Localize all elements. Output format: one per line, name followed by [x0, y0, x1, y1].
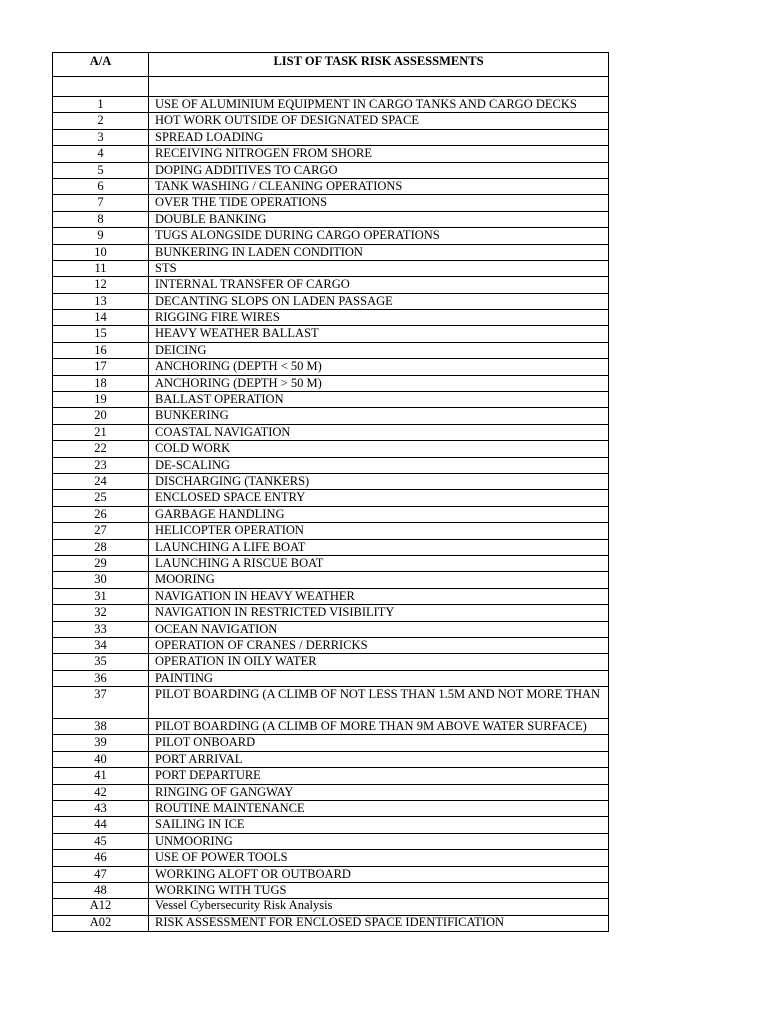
task-name: TUGS ALONGSIDE DURING CARGO OPERATIONS [149, 228, 609, 244]
row-number: 42 [53, 784, 149, 800]
task-name: BUNKERING IN LADEN CONDITION [149, 244, 609, 260]
blank-cell [149, 77, 609, 97]
task-name: RISK ASSESSMENT FOR ENCLOSED SPACE IDENTIFICATION [149, 915, 609, 931]
table-row [53, 244, 609, 260]
column-header-number: A/A [53, 53, 149, 77]
row-number: 40 [53, 751, 149, 767]
row-number: 19 [53, 392, 149, 408]
task-name: HEAVY WEATHER BALLAST [149, 326, 609, 342]
row-number: 35 [53, 654, 149, 670]
task-name: GARBAGE HANDLING [149, 506, 609, 522]
table-row [53, 899, 609, 915]
row-number: 25 [53, 490, 149, 506]
task-name: ROUTINE MAINTENANCE [149, 801, 609, 817]
task-name: MOORING [149, 572, 609, 588]
task-name: PILOT BOARDING (A CLIMB OF MORE THAN 9M ABOVE WATER SURFACE) [149, 719, 609, 735]
row-number: 41 [53, 768, 149, 784]
table-row [53, 588, 609, 604]
row-number: 39 [53, 735, 149, 751]
task-name: ANCHORING (DEPTH < 50 M) [149, 359, 609, 375]
table-row [53, 882, 609, 898]
table-row [53, 359, 609, 375]
task-name: OCEAN NAVIGATION [149, 621, 609, 637]
row-number: 45 [53, 833, 149, 849]
table-row [53, 457, 609, 473]
task-name: NAVIGATION IN HEAVY WEATHER [149, 588, 609, 604]
task-name: SAILING IN ICE [149, 817, 609, 833]
task-name: LAUNCHING A LIFE BOAT [149, 539, 609, 555]
row-number: 26 [53, 506, 149, 522]
table-row [53, 441, 609, 457]
row-number: 2 [53, 113, 149, 129]
table-row [53, 473, 609, 489]
table-row [53, 408, 609, 424]
table-row [53, 850, 609, 866]
row-number: 8 [53, 211, 149, 227]
table-row [53, 342, 609, 358]
task-name: RECEIVING NITROGEN FROM SHORE [149, 146, 609, 162]
table-row [53, 801, 609, 817]
table-row [53, 195, 609, 211]
task-name: LAUNCHING A RISCUE BOAT [149, 555, 609, 571]
row-number: 16 [53, 342, 149, 358]
row-number: 18 [53, 375, 149, 391]
row-number: 12 [53, 277, 149, 293]
task-name: RINGING OF GANGWAY [149, 784, 609, 800]
table-row [53, 915, 609, 931]
row-number: A02 [53, 915, 149, 931]
table-row [53, 392, 609, 408]
row-number: 23 [53, 457, 149, 473]
task-name: OPERATION OF CRANES / DERRICKS [149, 637, 609, 653]
table-row [53, 719, 609, 735]
task-name: STS [149, 260, 609, 276]
task-name: DOUBLE BANKING [149, 211, 609, 227]
row-number: 32 [53, 605, 149, 621]
task-name: OVER THE TIDE OPERATIONS [149, 195, 609, 211]
row-number: 34 [53, 637, 149, 653]
row-number: 5 [53, 162, 149, 178]
task-name: NAVIGATION IN RESTRICTED VISIBILITY [149, 605, 609, 621]
row-number: 37 [53, 687, 149, 719]
task-risk-assessment-table [52, 52, 609, 932]
table-row [53, 784, 609, 800]
task-name: PILOT BOARDING (A CLIMB OF NOT LESS THAN 1.5M AND NOT MORE THAN [149, 687, 609, 719]
task-name: DECANTING SLOPS ON LADEN PASSAGE [149, 293, 609, 309]
task-name: PAINTING [149, 670, 609, 686]
table-row [53, 277, 609, 293]
table-row [53, 129, 609, 145]
row-number: 22 [53, 441, 149, 457]
row-number: 27 [53, 523, 149, 539]
table-row [53, 293, 609, 309]
task-name: HELICOPTER OPERATION [149, 523, 609, 539]
row-number: 10 [53, 244, 149, 260]
task-name: UNMOORING [149, 833, 609, 849]
row-number: 36 [53, 670, 149, 686]
task-name: BALLAST OPERATION [149, 392, 609, 408]
task-name: TANK WASHING / CLEANING OPERATIONS [149, 178, 609, 194]
row-number: 29 [53, 555, 149, 571]
row-number: 20 [53, 408, 149, 424]
table-row [53, 768, 609, 784]
blank-cell [53, 77, 149, 97]
task-name: PILOT ONBOARD [149, 735, 609, 751]
table-row [53, 424, 609, 440]
task-name: SPREAD LOADING [149, 129, 609, 145]
table-row [53, 375, 609, 391]
table-row [53, 113, 609, 129]
row-number: 33 [53, 621, 149, 637]
table-row [53, 866, 609, 882]
table-row [53, 97, 609, 113]
task-name: BUNKERING [149, 408, 609, 424]
row-number: 6 [53, 178, 149, 194]
task-name: DISCHARGING (TANKERS) [149, 473, 609, 489]
row-number: 4 [53, 146, 149, 162]
row-number: 15 [53, 326, 149, 342]
task-name: WORKING WITH TUGS [149, 882, 609, 898]
table-row [53, 211, 609, 227]
table-row [53, 490, 609, 506]
table-row [53, 228, 609, 244]
row-number: 1 [53, 97, 149, 113]
table-row [53, 178, 609, 194]
row-number: 11 [53, 260, 149, 276]
row-number: 24 [53, 473, 149, 489]
row-number: 38 [53, 719, 149, 735]
table-row [53, 260, 609, 276]
table-row [53, 654, 609, 670]
row-number: A12 [53, 899, 149, 915]
task-name: Vessel Cybersecurity Risk Analysis [149, 899, 609, 915]
table-row [53, 637, 609, 653]
table-row [53, 146, 609, 162]
row-number: 3 [53, 129, 149, 145]
task-name: USE OF POWER TOOLS [149, 850, 609, 866]
table-row [53, 687, 609, 719]
task-name: PORT DEPARTURE [149, 768, 609, 784]
task-name: USE OF ALUMINIUM EQUIPMENT IN CARGO TANKS AND CARGO DECKS [149, 97, 609, 113]
column-header-title: LIST OF TASK RISK ASSESSMENTS [149, 53, 609, 77]
row-number: 9 [53, 228, 149, 244]
table-row [53, 310, 609, 326]
task-name: ANCHORING (DEPTH > 50 M) [149, 375, 609, 391]
table-row [53, 523, 609, 539]
row-number: 46 [53, 850, 149, 866]
table-row [53, 539, 609, 555]
task-name: PORT ARRIVAL [149, 751, 609, 767]
table-header-row [53, 53, 609, 77]
table-row [53, 670, 609, 686]
row-number: 48 [53, 882, 149, 898]
table-row [53, 735, 609, 751]
table-row [53, 572, 609, 588]
row-number: 31 [53, 588, 149, 604]
row-number: 17 [53, 359, 149, 375]
task-name: DE-SCALING [149, 457, 609, 473]
task-name: COASTAL NAVIGATION [149, 424, 609, 440]
row-number: 44 [53, 817, 149, 833]
table-row [53, 555, 609, 571]
row-number: 7 [53, 195, 149, 211]
row-number: 43 [53, 801, 149, 817]
table-row [53, 751, 609, 767]
task-name: ENCLOSED SPACE ENTRY [149, 490, 609, 506]
row-number: 28 [53, 539, 149, 555]
task-name: RIGGING FIRE WIRES [149, 310, 609, 326]
task-name: INTERNAL TRANSFER OF CARGO [149, 277, 609, 293]
task-name: OPERATION IN OILY WATER [149, 654, 609, 670]
table-row [53, 605, 609, 621]
task-name: DEICING [149, 342, 609, 358]
table-body [53, 77, 609, 932]
table-row [53, 621, 609, 637]
table-row [53, 162, 609, 178]
row-number: 47 [53, 866, 149, 882]
row-number: 14 [53, 310, 149, 326]
task-name: WORKING ALOFT OR OUTBOARD [149, 866, 609, 882]
table-row [53, 833, 609, 849]
row-number: 21 [53, 424, 149, 440]
task-name: HOT WORK OUTSIDE OF DESIGNATED SPACE [149, 113, 609, 129]
table-row [53, 326, 609, 342]
task-name: DOPING ADDITIVES TO CARGO [149, 162, 609, 178]
task-name: COLD WORK [149, 441, 609, 457]
blank-row [53, 77, 609, 97]
row-number: 13 [53, 293, 149, 309]
table-row [53, 506, 609, 522]
row-number: 30 [53, 572, 149, 588]
table-row [53, 817, 609, 833]
